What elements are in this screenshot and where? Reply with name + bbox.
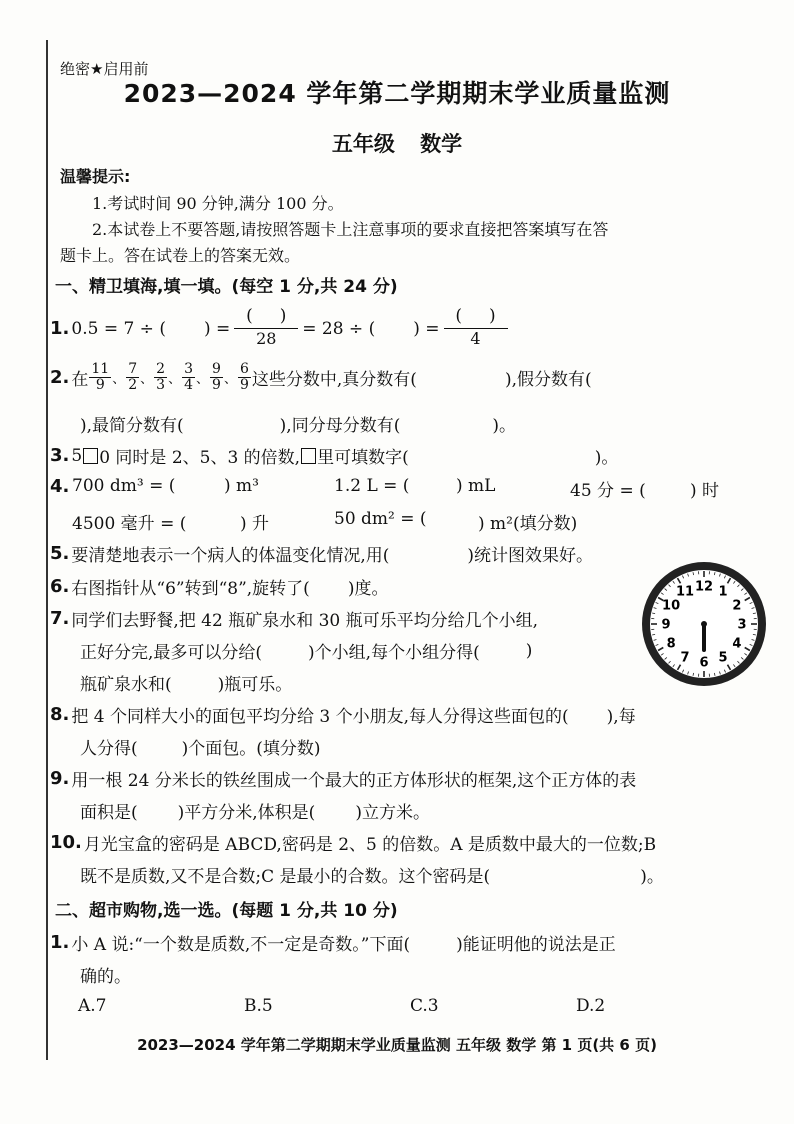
question-number: 9.: [50, 768, 70, 789]
question-1-7-cont: [80, 638, 532, 663]
option-b: B.5: [244, 996, 273, 1016]
q3-text-a: 5: [71, 445, 83, 466]
question-1-2-cont: [80, 411, 516, 436]
question-1-10-cont: [80, 862, 664, 887]
question-1-9: [50, 766, 636, 791]
q2-text-f: )。: [492, 416, 516, 436]
q7-text-d: ): [525, 640, 533, 661]
q9-text-d: )立方米。: [355, 803, 430, 823]
question-1-8-cont: [80, 734, 321, 759]
q7-text-e: 瓶矿泉水和(: [80, 675, 172, 695]
s2q1-text-a: 小 A 说:“一个数是质数,不一定是奇数。”下面(: [71, 935, 411, 955]
q8-text-c: 人分得(: [80, 739, 138, 759]
question-1-3: [50, 443, 618, 468]
separator: 、: [140, 372, 154, 387]
q10-text-a: 月光宝盒的密码是 ABCD,密码是 2、5 的倍数。A 是质数中最大的一位数;B: [83, 835, 657, 855]
question-1-2: [50, 362, 592, 393]
question-1-4: [50, 476, 750, 500]
q4-a1: 700 dm³ = (: [72, 476, 176, 496]
q2-text-a: 在: [71, 370, 89, 390]
fraction: [154, 362, 167, 393]
fraction-numerator: 7: [128, 361, 138, 377]
fraction: [126, 362, 139, 393]
fraction-denominator: 2: [128, 377, 138, 393]
square-box-icon: [301, 448, 316, 464]
tip-line-1: 1.考试时间 90 分钟,满分 100 分。: [92, 194, 344, 213]
separator: 、: [168, 372, 182, 387]
option-a: A.7: [78, 996, 107, 1016]
option-d: D.2: [576, 996, 606, 1016]
fraction: [238, 362, 251, 393]
q9-text-c: )平方分米,体积是(: [177, 803, 316, 823]
question-number: 1.: [50, 932, 70, 953]
q7-text-c: )个小组,每个小组分得(: [308, 643, 480, 663]
question-1-9-cont: [80, 798, 430, 823]
question-1-6: [50, 574, 388, 599]
q1-fraction-28: [234, 306, 298, 351]
q4-b2: ) mL: [456, 476, 496, 496]
tip-line-3: 题卡上。答在试卷上的答案无效。: [60, 246, 301, 265]
q1-text-b: ) =: [203, 318, 231, 339]
q4-a2: ) m³: [224, 476, 259, 496]
fraction: [182, 362, 195, 393]
q5-text-b: )统计图效果好。: [467, 546, 594, 566]
question-number: 3.: [50, 445, 70, 466]
question-1-1: [50, 306, 512, 351]
fraction-denominator: 4: [184, 377, 194, 393]
tip-line-2: 2.本试卷上不要答题,请按照答题卡上注意事项的要求直接把答案填写在答: [92, 220, 609, 239]
q1-fraction-4: [444, 306, 508, 351]
clock-number: 4: [732, 636, 742, 652]
q2-text-d: ),最简分数有(: [80, 416, 184, 436]
question-2-1: [50, 930, 616, 955]
separator: 、: [196, 372, 210, 387]
clock-number: 2: [732, 598, 742, 614]
question-1-5: [50, 541, 593, 566]
question-1-10: [50, 830, 656, 855]
clock-number: 3: [737, 617, 747, 633]
separator: 、: [223, 372, 237, 387]
q1-text-d: ) =: [413, 318, 440, 339]
q10-text-c: )。: [640, 867, 664, 887]
q3-text-c: 里可填数字(: [317, 448, 409, 468]
section-2-heading: 二、超市购物,选一选。(每题 1 分,共 10 分): [55, 901, 398, 921]
fraction-numerator: 9: [212, 361, 221, 377]
question-1-7: [50, 606, 538, 631]
q7-text-b: 正好分完,最多可以分给(: [80, 643, 263, 663]
question-1-4-cont: [50, 509, 750, 533]
clock-number: 1: [718, 584, 728, 600]
exam-subtitle: 五年级 数学: [331, 132, 463, 156]
q9-text-a: 用一根 24 分米长的铁丝围成一个最大的正方体形状的框架,这个正方体的表: [71, 771, 637, 791]
question-number: 5.: [50, 543, 70, 564]
question-number: 6.: [50, 576, 70, 597]
q4-d1: 4500 毫升 = (: [72, 514, 187, 534]
q7-text-f: )瓶可乐。: [217, 675, 293, 695]
page-footer: 2023—2024 学年第二学期期末学业质量监测 五年级 数学 第 1 页(共 6 页): [137, 1036, 657, 1054]
fraction-denominator: 9: [95, 377, 105, 393]
fraction-blank-numerator: ( ): [444, 306, 508, 329]
tips-heading: 温馨提示:: [60, 167, 131, 186]
clock-center-icon: [701, 621, 707, 627]
q4-e2: ) m²(填分数): [478, 514, 578, 534]
clock-number: 10: [662, 598, 681, 614]
q10-text-b: 既不是质数,又不是合数;C 是最小的合数。这个密码是(: [80, 867, 491, 887]
q4-c1: 45 分 = (: [570, 481, 646, 501]
option-c: C.3: [410, 996, 439, 1016]
q8-text-a: 把 4 个同样大小的面包平均分给 3 个小朋友,每人分得这些面包的(: [71, 707, 569, 727]
question-number: 2.: [50, 367, 70, 388]
fraction-denominator: 28: [256, 329, 277, 348]
question-1-8: [50, 702, 636, 727]
question-number: 4.: [50, 476, 70, 497]
q1-text-a: 0.5 = 7 ÷ (: [71, 318, 166, 339]
binding-line: [46, 40, 48, 1060]
q8-text-d: )个面包。(填分数): [181, 739, 321, 759]
question-number: 1.: [50, 318, 70, 339]
clock-diagram: [640, 560, 768, 688]
s2q1-text-b: )能证明他的说法是正: [456, 935, 616, 955]
q4-b1: 1.2 L = (: [334, 476, 410, 496]
clock-number: 8: [666, 636, 676, 652]
q2-text-e: ),同分母分数有(: [279, 416, 401, 436]
q6-text-b: )度。: [347, 579, 389, 599]
question-number: 7.: [50, 608, 70, 629]
fraction-numerator: 6: [239, 361, 249, 377]
fraction-numerator: 2: [156, 361, 166, 377]
s2q1-text-c: 确的。: [80, 967, 131, 987]
q3-text-d: )。: [594, 448, 619, 468]
question-number: 8.: [50, 704, 70, 725]
fraction-numerator: 11: [91, 361, 110, 377]
q4-d2: ) 升: [240, 514, 270, 534]
q5-text-a: 要清楚地表示一个病人的体温变化情况,用(: [71, 546, 390, 566]
q3-text-b: 0 同时是 2、5、3 的倍数,: [99, 448, 301, 468]
clock-number: 6: [699, 655, 709, 671]
clock-number: 11: [675, 584, 695, 600]
clock-number: 12: [694, 579, 714, 595]
q4-c2: ) 时: [690, 481, 720, 501]
fraction-numerator: 3: [184, 361, 194, 377]
fraction-blank-numerator: ( ): [234, 306, 298, 329]
secret-label: 绝密★启用前: [60, 60, 149, 78]
square-box-icon: [83, 448, 98, 464]
q7-text-a: 同学们去野餐,把 42 瓶矿泉水和 30 瓶可乐平均分给几个小组,: [71, 611, 539, 631]
q2-text-b: 这些分数中,真分数有(: [251, 370, 417, 390]
section-1-heading: 一、精卫填海,填一填。(每空 1 分,共 24 分): [55, 277, 398, 297]
question-number: 10.: [50, 832, 82, 853]
fraction-denominator: 3: [156, 377, 166, 393]
fraction-denominator: 9: [239, 377, 249, 393]
separator: 、: [112, 372, 126, 387]
q8-text-b: ),每: [606, 707, 636, 727]
clock-number: 7: [680, 650, 690, 666]
clock-number: 5: [718, 650, 728, 666]
fraction: [89, 362, 111, 393]
clock-number: 9: [661, 617, 671, 633]
q2-fraction-list: [88, 362, 252, 393]
question-1-7-cont2: [80, 670, 292, 695]
q2-text-c: ),假分数有(: [504, 370, 592, 390]
fraction-denominator: 4: [470, 329, 481, 348]
q9-text-b: 面积是(: [80, 803, 138, 823]
fraction-denominator: 9: [212, 377, 221, 393]
q6-text-a: 右图指针从“6”转到“8”,旋转了(: [71, 579, 310, 599]
fraction: [210, 362, 223, 393]
q1-text-c: = 28 ÷ (: [302, 318, 376, 339]
q4-e1: 50 dm² = (: [334, 509, 427, 529]
exam-title: 2023—2024 学年第二学期期末学业质量监测: [123, 79, 671, 108]
